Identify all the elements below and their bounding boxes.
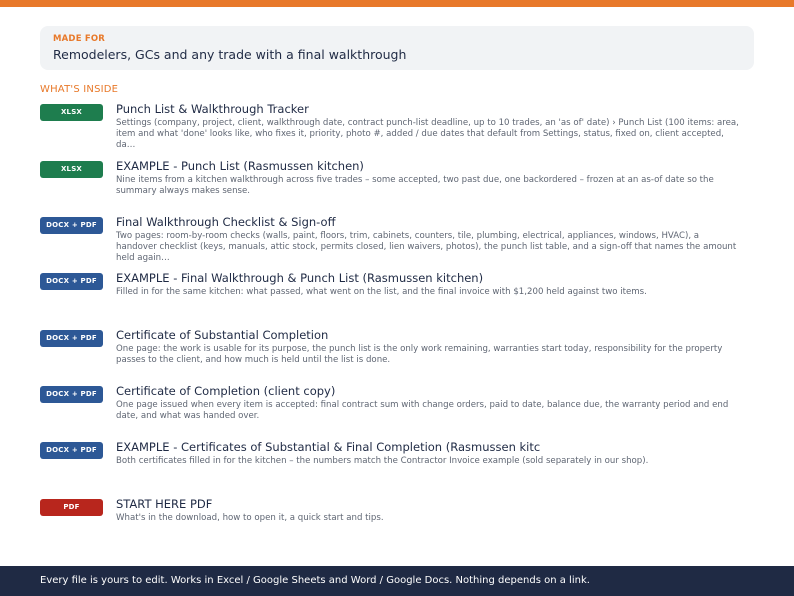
- item-title: Certificate of Substantial Completion: [116, 328, 329, 342]
- item-description: Filled in for the same kitchen: what passed, what went on the list, and the final invoice with $1,200 held against two items.: [116, 287, 647, 297]
- item-description: One page: the work is usable for its purpose, the punch list is the only work remaining, warranties start today, responsibility for the property passes to the client, and how much is held until the list is done.: [116, 344, 723, 365]
- item-title: EXAMPLE - Certificates of Substantial & Final Completion (Rasmussen kitc: [116, 440, 541, 454]
- item-description: Settings (company, project, client, walkthrough date, contract punch-list deadline, up to 10 trades, an 'as of' date) › Punch List (100 items: area, item and what 'done' looks like, who fixes it, priority, photo #, added / due dates that default from Settings, status, fixed on, client accepted, da…: [116, 118, 739, 150]
- file-type-badge: DOCX + PDF: [40, 386, 103, 403]
- made-for-label: MADE FOR: [53, 34, 106, 44]
- item-description: Both certificates filled in for the kitchen – the numbers match the Contractor Invoice example (sold separately in our shop).: [116, 456, 649, 466]
- item-description: What's in the download, how to open it, a quick start and tips.: [116, 513, 384, 523]
- file-type-badge: DOCX + PDF: [40, 217, 103, 234]
- file-type-badge: DOCX + PDF: [40, 330, 103, 347]
- item-title: Punch List & Walkthrough Tracker: [116, 102, 309, 116]
- top-accent-bar: [0, 0, 794, 7]
- item-title: EXAMPLE - Final Walkthrough & Punch List (Rasmussen kitchen): [116, 271, 484, 285]
- item-title: Final Walkthrough Checklist & Sign-off: [116, 215, 336, 229]
- file-type-badge: XLSX: [40, 161, 103, 178]
- item-description: One page issued when every item is accepted: final contract sum with change orders, paid to date, balance due, the warranty period and end date, and what was handed over.: [116, 400, 729, 421]
- item-description: Two pages: room-by-room checks (walls, paint, floors, trim, cabinets, counters, tile, plumbing, electrical, appliances, windows, HVAC), a handover checklist (keys, manuals, attic stock, permits closed, lien waivers, photos), the punch list table, and a sign-off that names the amount held again…: [116, 231, 737, 263]
- made-for-panel: [40, 26, 754, 70]
- item-title: Certificate of Completion (client copy): [116, 384, 336, 398]
- footer-text: Every file is yours to edit. Works in Excel / Google Sheets and Word / Google Docs. Nothing depends on a link.: [40, 575, 590, 586]
- item-description: Nine items from a kitchen walkthrough across five trades – some accepted, two past due, one backordered – frozen at an as-of date so the summary always makes sense.: [116, 175, 714, 196]
- item-title: START HERE PDF: [116, 497, 213, 511]
- made-for-text: Remodelers, GCs and any trade with a final walkthrough: [53, 47, 407, 62]
- file-type-badge: PDF: [40, 499, 103, 516]
- file-type-badge: XLSX: [40, 104, 103, 121]
- file-type-badge: DOCX + PDF: [40, 442, 103, 459]
- file-type-badge: DOCX + PDF: [40, 273, 103, 290]
- whats-inside-heading: WHAT'S INSIDE: [40, 84, 119, 95]
- footer-bar: [0, 566, 794, 596]
- item-title: EXAMPLE - Punch List (Rasmussen kitchen): [116, 159, 364, 173]
